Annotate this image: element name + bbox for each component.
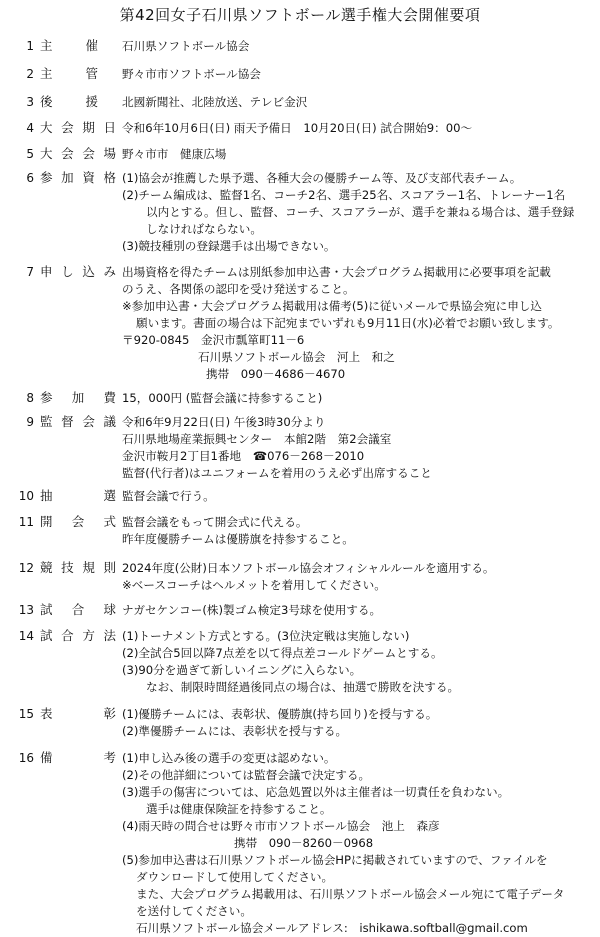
- document-title: 第42回女子石川県ソフトボール選手権大会開催要項: [119, 6, 481, 24]
- section-number: 1: [26, 39, 34, 53]
- section-number: 9: [26, 415, 34, 429]
- section-content: 2024年度(公財)日本ソフトボール協会オフィシャルルールを適用する。 ※ベースコーチはヘルメットを着用してください。: [122, 561, 495, 592]
- section-number: 12: [18, 561, 34, 575]
- section-content: (1)トーナメント方式とする。(3位決定戦は実施しない) (2)全試合5回以降7点差を以て得点差コールドゲームとする。 (3)90分を過ぎて新しいイニングに入らない。 なお、制限時間経過後同点の場合は、抽選で勝敗を決する。: [122, 629, 460, 694]
- section-label: 競 技 規 則: [40, 560, 116, 575]
- section-label: 監 督 会 議: [40, 414, 116, 429]
- section-label: 大 会 会 場: [40, 146, 116, 161]
- section-number: 2: [26, 67, 34, 81]
- section-content: (1)申し込み後の選手の変更は認めない。 (2)その他詳細については監督会議で決定する。 (3)選手の傷害については、応急処置以外は主催者は一切責任を負わない。 選手は健康保険証を持参すること。 (4)雨天時の問合せは野々市市ソフトボール協会 池上 森彦 携帯 090－8260－0968 (5)参加申込書は石川県ソフトボール協会HPに掲載されていますので、ファイルを ダウンロードして使用してください。 また、大会プログラム掲載用は、石川県ソフトボール協会メール宛にて電子データ を送付してください。 石川県ソフトボール協会メールアドレス: ishikawa.softball@gmail.com: [122, 751, 565, 935]
- section-label: 後 援: [40, 94, 98, 109]
- section-number: 7: [26, 265, 34, 279]
- section-label: 試 合 球: [40, 602, 116, 617]
- section-number: 4: [26, 121, 34, 135]
- section-number: 11: [18, 515, 34, 529]
- section-label: 大 会 期 日: [40, 120, 116, 135]
- section-content: 野々市市 健康広場: [122, 147, 227, 161]
- section-content: 野々市市ソフトボール協会: [122, 67, 261, 81]
- section-number: 6: [26, 171, 34, 185]
- section-label: 主 管: [40, 66, 98, 81]
- section-content: 石川県ソフトボール協会: [122, 39, 250, 53]
- section-content: (1)優勝チームには、表彰状、優勝旗(持ち回り)を授与する。 (2)準優勝チームには、表彰状を授与する。: [122, 707, 438, 738]
- section-content: ナガセケンコー(株)製ゴム検定3号球を使用する。: [122, 603, 382, 617]
- section-label: 抽 選: [40, 488, 116, 503]
- section-content: 出場資格を得たチームは別紙参加申込書・大会プログラム掲載用に必要事項を記載 のうえ、各関係の認印を受け発送すること。 ※参加申込書・大会プログラム掲載用は備考(5)に従いメールで県協会宛に申し込 願います。書面の場合は下記宛までいずれも9月11日(水)必着でお願い致します。 〒920-0845 金沢市瓢箪町11－6 石川県ソフトボール協会 河上 和之 携帯 090－4686－4670: [122, 265, 560, 381]
- section-label: 主 催: [40, 38, 98, 53]
- section-content: 令和6年10月6日(日) 雨天予備日 10月20日(日) 試合開始9：00～: [122, 121, 473, 135]
- section-number: 8: [26, 391, 34, 405]
- section-content: 監督会議をもって開会式に代える。 昨年度優勝チームは優勝旗を持参すること。: [122, 515, 354, 546]
- section-label: 申 し 込 み: [40, 264, 116, 279]
- section-content: (1)協会が推薦した県予選、各種大会の優勝チーム等、及び支部代表チーム。 (2)チーム編成は、監督1名、コーチ2名、選手25名、スコアラー1名、トレーナー1名 以内とする。但し、監督、コーチ、スコアラーが、選手を兼ねる場合は、選手登録 しなければならない。 (3)競技種別の登録選手は出場できない。: [122, 171, 575, 253]
- section-number: 15: [18, 707, 34, 721]
- section-label: 表 彰: [40, 706, 116, 721]
- section-number: 14: [18, 629, 34, 643]
- section-content: 北國新聞社、北陸放送、テレビ金沢: [122, 95, 308, 109]
- section-label: 参 加 資 格: [40, 170, 116, 185]
- section-content: 15，000円 (監督会議に持参すること): [122, 391, 323, 405]
- section-number: 5: [26, 147, 34, 161]
- section-number: 10: [18, 489, 34, 503]
- section-number: 3: [26, 95, 34, 109]
- section-number: 13: [18, 603, 34, 617]
- section-content: 令和6年9月22日(日) 午後3時30分より 石川県地場産業振興センター 本館2階 第2会議室 金沢市鞍月2丁目1番地 ☎076－268－2010 監督(代行者)はユニフォームを着用のうえ必ず出席すること: [122, 415, 432, 480]
- section-content: 監督会議で行う。: [122, 489, 215, 503]
- section-number: 16: [18, 751, 34, 765]
- section-label: 試 合 方 法: [40, 628, 116, 643]
- section-label: 開 会 式: [40, 514, 116, 529]
- section-label: 備 考: [40, 750, 116, 765]
- section-label: 参 加 費: [40, 390, 116, 405]
